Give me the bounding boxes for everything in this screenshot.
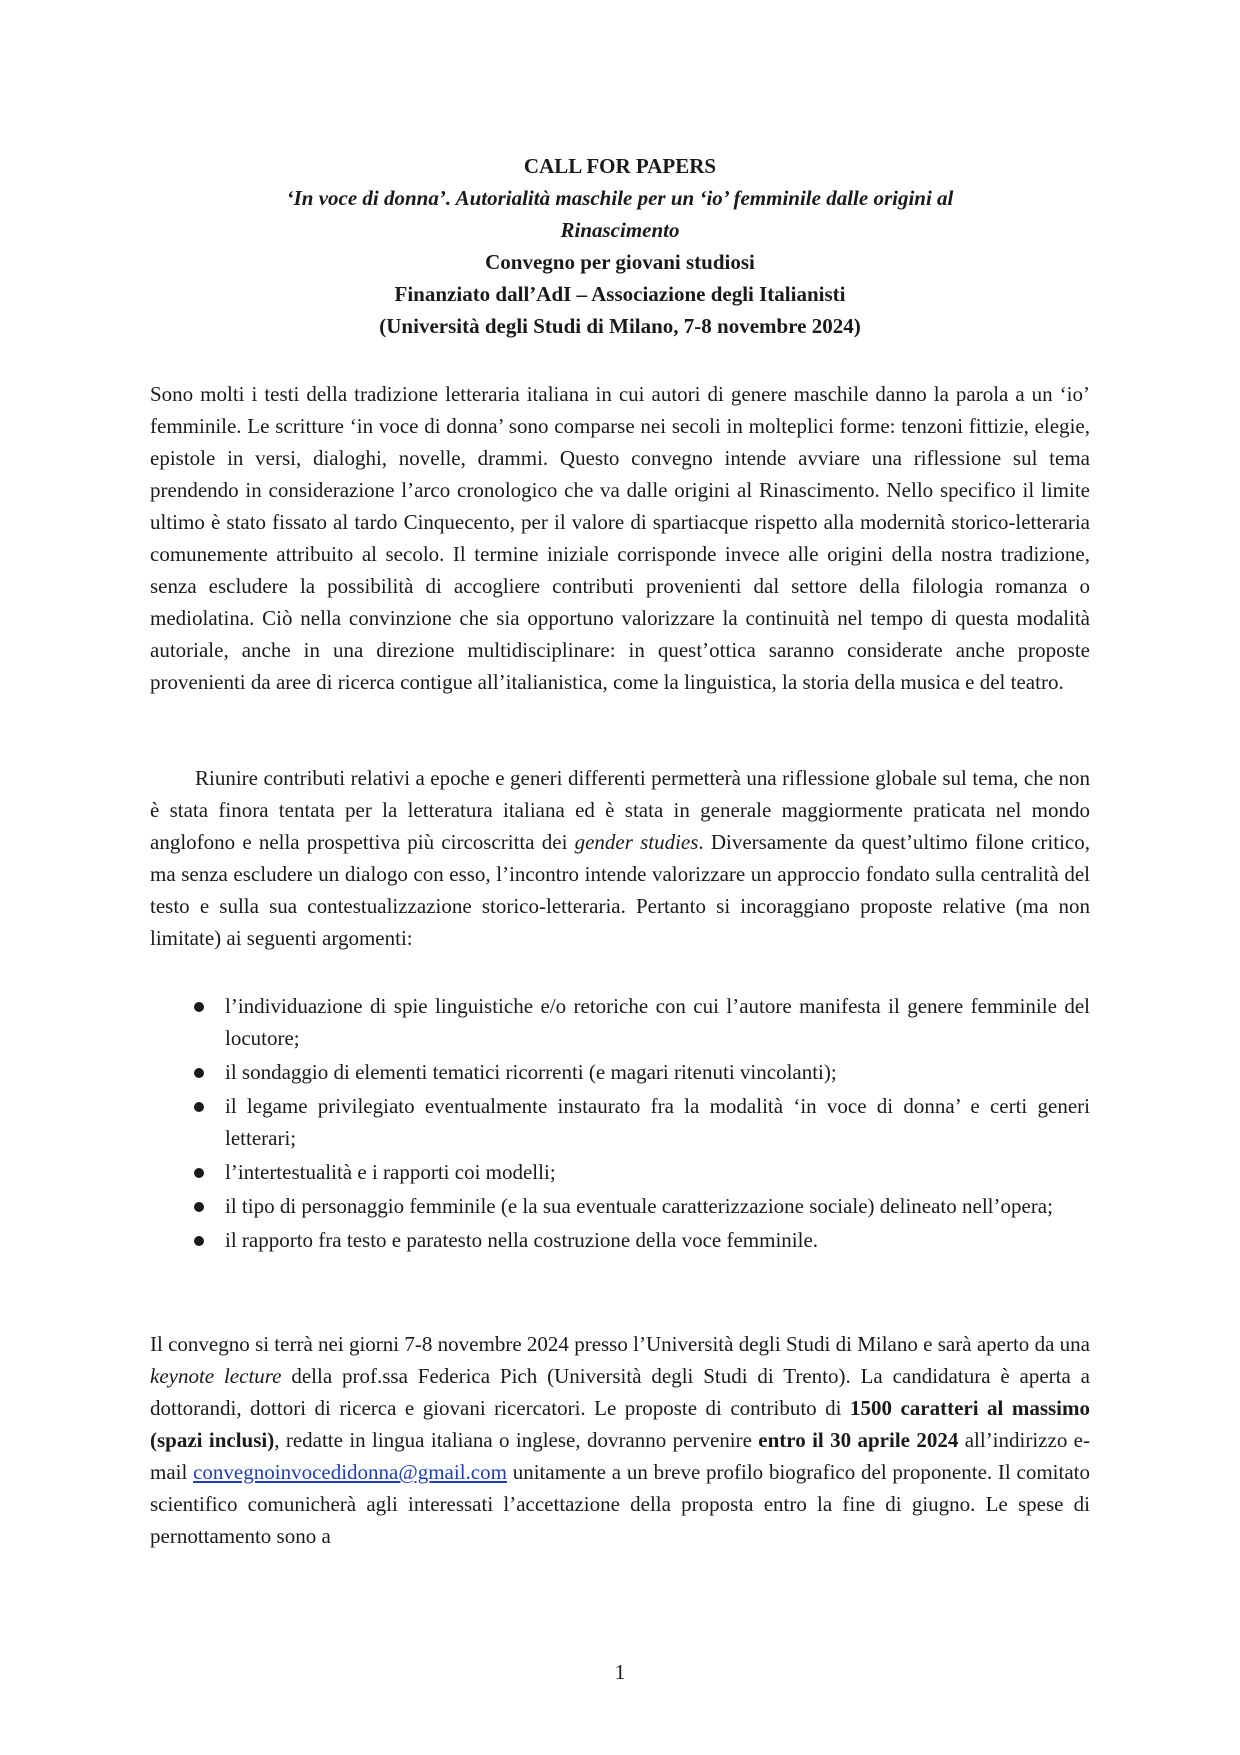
submission-part3: , redatte in lingua italiana o inglese, dovranno pervenire (274, 1428, 759, 1452)
gender-studies-term: gender studies (574, 830, 699, 854)
paragraph-topics-text (150, 762, 1090, 954)
deadline: entro il 30 aprile 2024 (758, 1428, 959, 1452)
bullet-icon (194, 1102, 204, 1112)
list-item-text: l’individuazione di spie linguistiche e/o retoriche con cui l’autore manifesta il genere femminile del locutore; (225, 994, 1090, 1050)
paragraph-intro-text: Sono molti i testi della tradizione letteraria italiana in cui autori di genere maschile danno la parola a un ‘io’ femminile. Le scritture ‘in voce di donna’ sono comparse nei secoli in molteplici forme: tenzoni fittizie, elegie, epistole in versi, dialoghi, novelle, drammi. Questo convegno intende avviare una riflessione sul tema prendendo in considerazione l’arco cronologico che va dalle origini al Rinascimento. Nello specifico il limite ultimo è stato fissato al tardo Cinquecento, per il valore di spartiacque rispetto alla modernità storico-letteraria comunemente attribuito al secolo. Il termine iniziale corrisponde invece alle origini della nostra tradizione, senza escludere la possibilità di accogliere contributi provenienti dal settore della filologia romanza o mediolatina. Ciò nella convinzione che sia opportuno valorizzare la continuità nel tempo di questa modalità autoriale, anche in una direzione multidisciplinare: in quest’ottica saranno considerate anche proposte provenienti da aree di ricerca contigue all’italianistica, come la linguistica, la storia della musica e del teatro. (150, 382, 1090, 694)
bullet-icon (194, 1002, 204, 1012)
header-title-line2: Rinascimento (560, 218, 680, 242)
topics-list (150, 990, 1090, 1258)
document-header (150, 150, 1090, 342)
character-limit: 1500 caratteri al massimo (spazi inclusi) (150, 1396, 1090, 1452)
header-conference-type: Convegno per giovani studiosi (485, 250, 755, 274)
list-item (150, 1056, 1090, 1088)
header-call-for-papers: CALL FOR PAPERS (523, 154, 717, 178)
header-location-date: (Università degli Studi di Milano, 7-8 novembre 2024) (379, 314, 861, 338)
paragraph-topics-part1: Riunire contributi relativi a epoche e generi differenti permetterà una riflessione globale sul tema, che non è stata finora tentata per la letteratura italiana ed è stata in generale maggiormente praticata nel mondo anglofono e nella prospettiva più circoscritta dei (150, 766, 1090, 854)
email-link[interactable]: convegnoinvocedidonna@gmail.com (193, 1460, 507, 1484)
list-item (150, 1090, 1090, 1154)
submission-part2: della prof.ssa Federica Pich (Università degli Studi di Trento). La candidatura è aperta a dottorandi, dottori di ricerca e giovani ricercatori. Le proposte di contributo di (150, 1364, 1090, 1420)
bullet-icon (194, 1168, 204, 1178)
list-item-text: il tipo di personaggio femminile (e la sua eventuale caratterizzazione sociale) delineato nell’opera; (225, 1194, 1053, 1218)
keynote-term: keynote lecture (150, 1364, 282, 1388)
submission-part5: unitamente a un breve profilo biografico del proponente. Il comitato scientifico comunicherà agli interessati l’accettazione della proposta entro la fine di giugno. Le spese di pernottamento sono a (150, 1460, 1090, 1548)
header-funding: Finanziato dall’AdI – Associazione degli Italianisti (394, 282, 846, 306)
paragraph-intro (150, 378, 1090, 698)
bullet-icon (194, 1068, 204, 1078)
list-item-text: il sondaggio di elementi tematici ricorrenti (e magari ritenuti vincolanti); (225, 1060, 837, 1084)
list-item-text: il rapporto fra testo e paratesto nella costruzione della voce femminile. (225, 1228, 819, 1252)
paragraph-submission (150, 1328, 1090, 1552)
submission-part1: Il convegno si terrà nei giorni 7-8 novembre 2024 presso l’Università degli Studi di Milano e sarà aperto da una (150, 1332, 1090, 1356)
list-item (150, 1224, 1090, 1256)
list-item-text: l’intertestualità e i rapporti coi modelli; (225, 1160, 556, 1184)
bullet-icon (194, 1202, 204, 1212)
submission-part4: all’indirizzo e-mail (150, 1428, 1090, 1484)
header-title-line1: ‘In voce di donna’. Autorialità maschile per un ‘io’ femminile dalle origini al (286, 186, 954, 210)
page-number: 1 (614, 1660, 626, 1684)
paragraph-topics-part2: . Diversamente da quest’ultimo filone critico, ma senza escludere un dialogo con esso, l’incontro intende valorizzare un approccio fondato sulla centralità del testo e sulla sua contestualizzazione storico-letteraria. Pertanto si incoraggiano proposte relative (ma non limitate) ai seguenti argomenti: (150, 830, 1090, 950)
list-item-text: il legame privilegiato eventualmente instaurato fra la modalità ‘in voce di donna’ e certi generi letterari; (225, 1094, 1090, 1150)
bullet-icon (194, 1236, 204, 1246)
list-item (150, 1156, 1090, 1188)
list-item (150, 1190, 1090, 1222)
paragraph-topics-intro (150, 762, 1090, 954)
list-item (150, 990, 1090, 1054)
paragraph-submission-text (150, 1328, 1090, 1552)
